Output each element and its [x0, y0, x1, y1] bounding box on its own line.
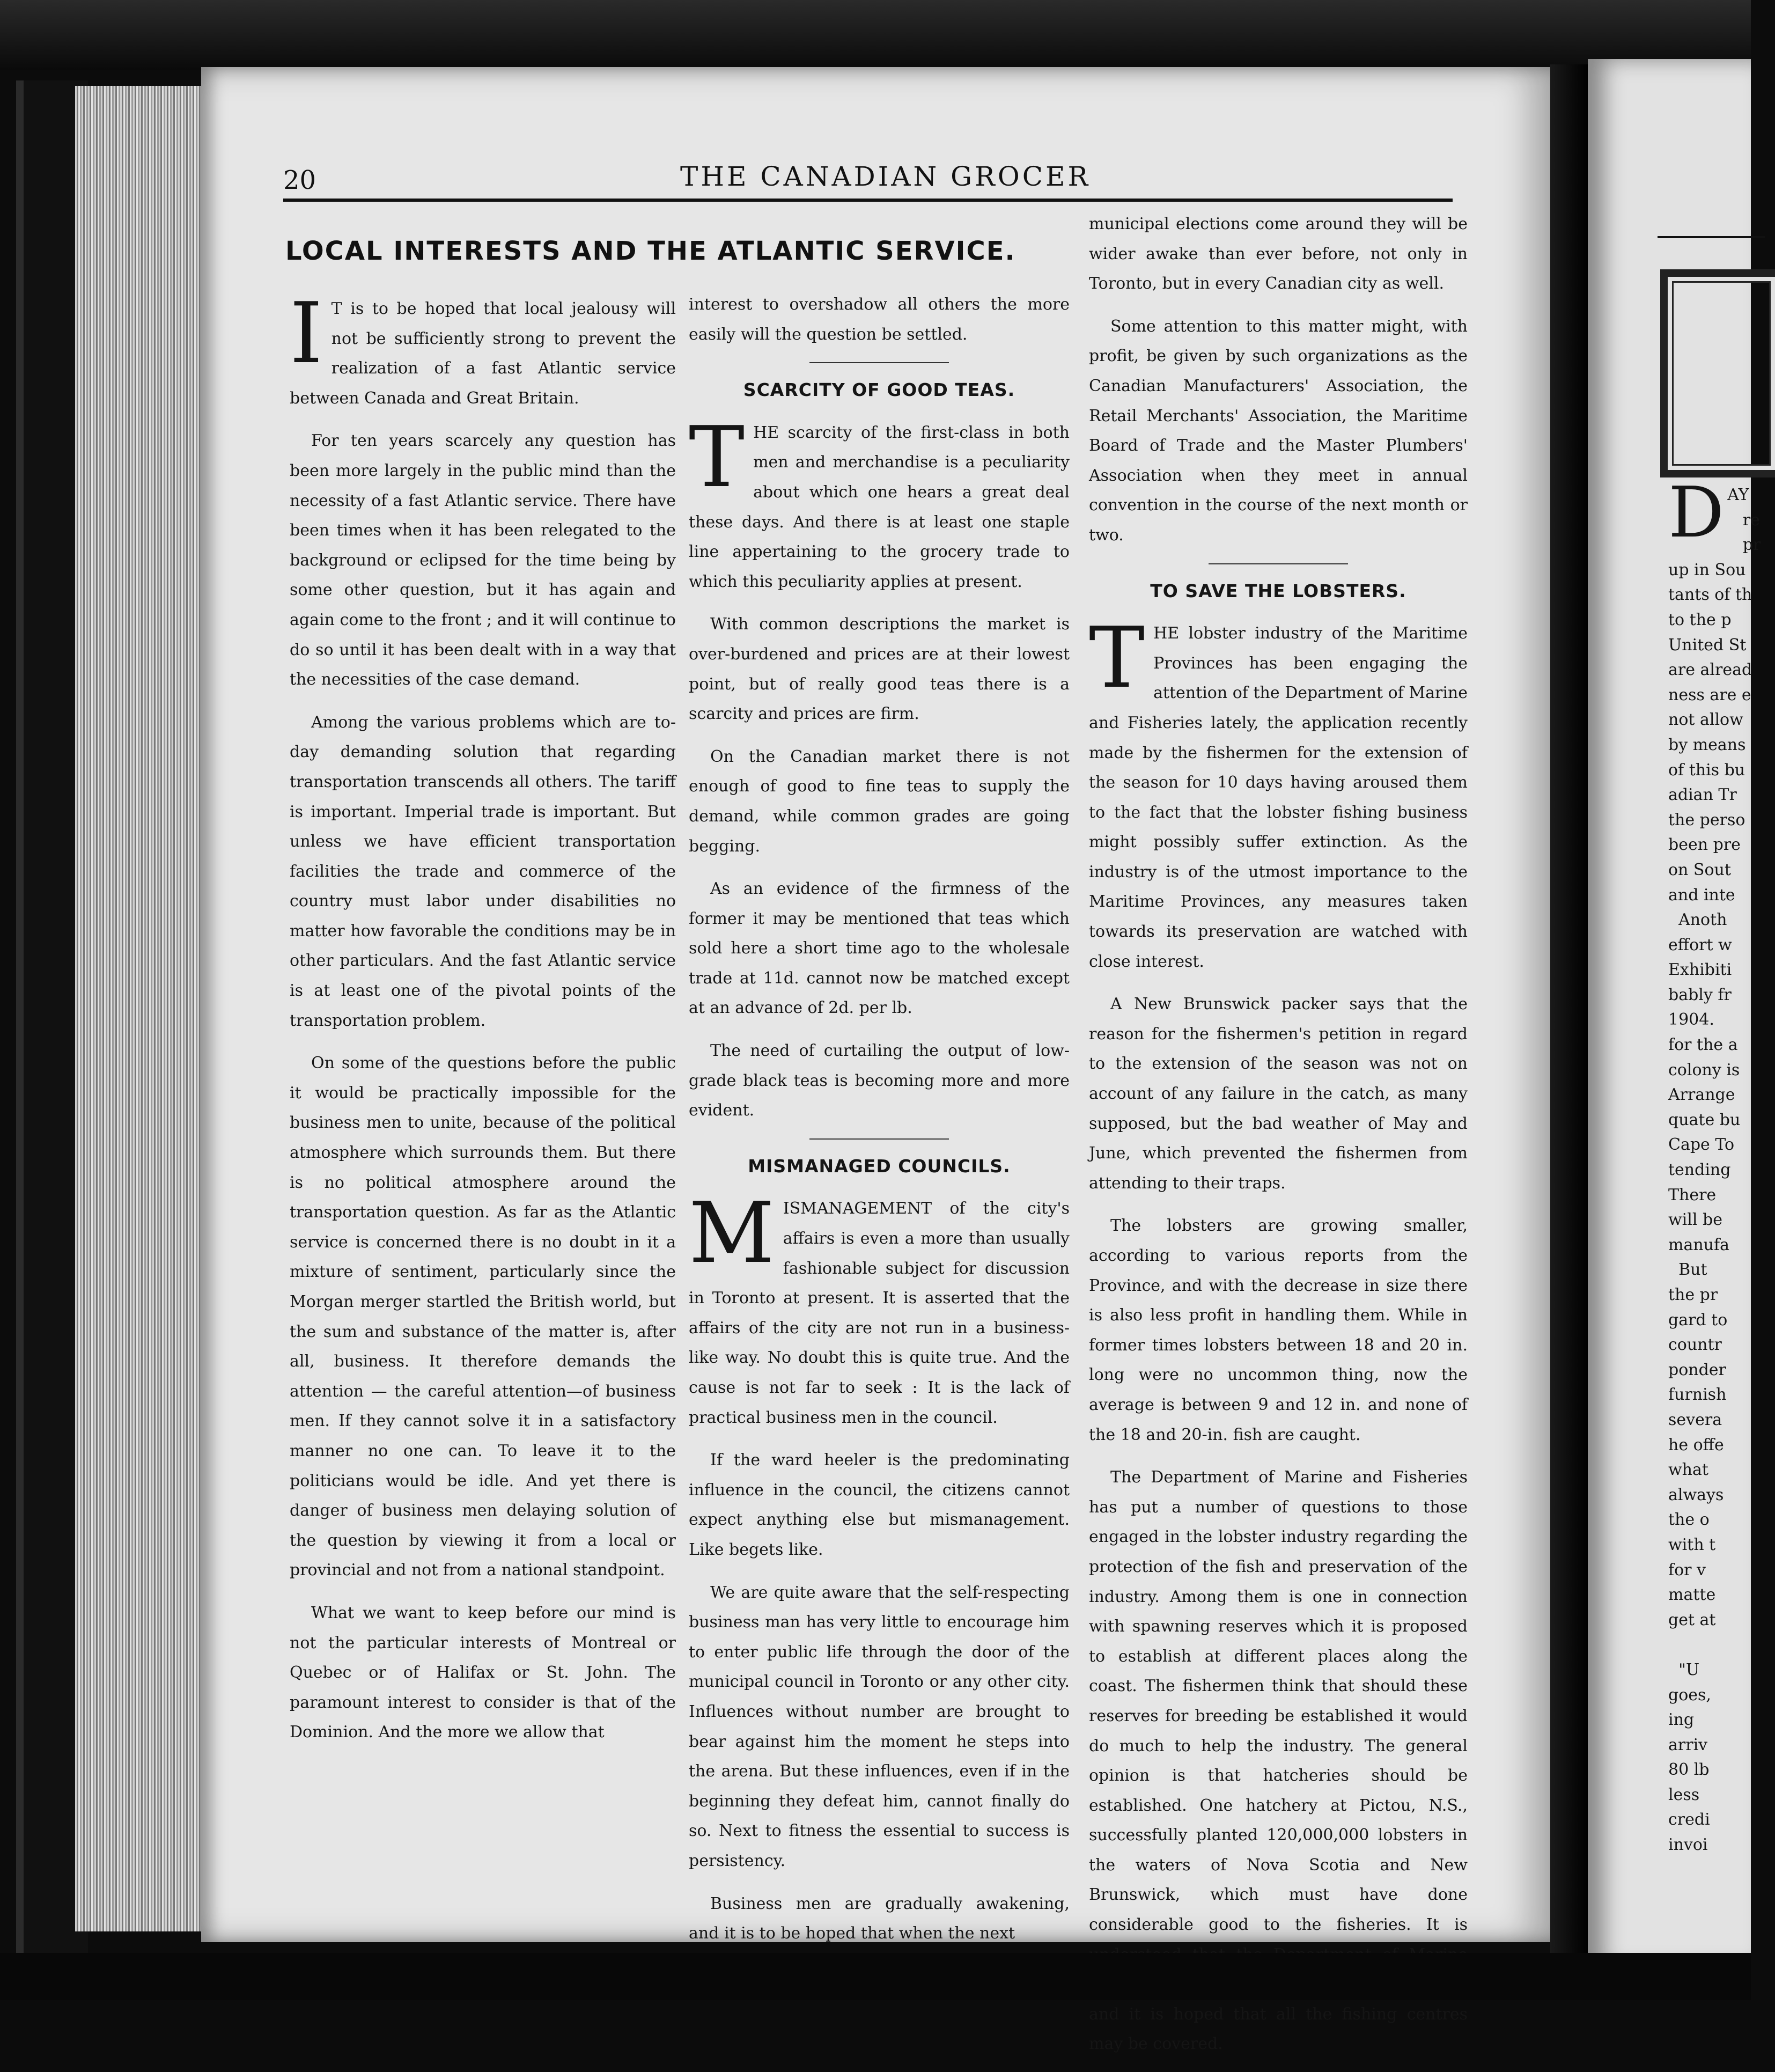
scan-background-bottom	[0, 1953, 1751, 2000]
article-paragraph: For ten years scarcely any question has been more largely in the public mind than the necessity of a fast Atlantic service. There have been times when it has been relegated to the background or eclipsed for the time being by some other question, but it has again and again come to the front ; and it will continue to do so until it has been dealt with in a way that the necessities of the case demand.	[290, 431, 676, 689]
right-page-rule	[1658, 236, 1765, 238]
councils-paragraph: MISMANAGEMENT of the city's affairs is even a more than usually fashionable subject for discussion in Toronto at present. It is asserted that the affairs of the city are not run in a business-like way. No doubt this is quite true. And the cause is not far to seek : It is the lack of practical business men in the council.	[689, 1184, 1070, 1427]
section-divider	[809, 1138, 949, 1140]
section-divider	[809, 362, 949, 363]
councils-paragraph: Some attention to this matter might, with profit, be given by such organizations as the Canadian Manufacturers' Association, the Retail Merchants' Association, the Maritime Board of Trade and the Master Plumbers' Association when they meet in annual convention in the course of the next month or two.	[1089, 317, 1468, 545]
teas-paragraph: As an evidence of the firmness of the former it may be mentioned that teas which sold here a short time ago to the wholesale trade at 11d. cannot now be matched except at an advance of 2d. per lb.	[689, 879, 1070, 1018]
teas-paragraph: THE scarcity of the first-class in both men and merchandise is a peculiarity about which one hears a great deal these days. And there is at least one staple line appertaining to the grocery trade to which this peculiarity applies at present.	[689, 408, 1070, 591]
councils-paragraph: municipal elections come around they will be wider awake than ever before, not only in Toronto, but in every Canadian city as well.	[1089, 215, 1468, 293]
teas-paragraph: With common descriptions the market is over-burdened and prices are at their lowest point, but of really good teas there is a scarcity and prices are firm.	[689, 615, 1070, 724]
lobsters-paragraph: A New Brunswick packer says that the reason for the fishermen's petition in regard to the extension of the season was not on account of any failure in the catch, as many supposed, but the bad weather of May and June, which prevented the fishermen from attending to their traps.	[1089, 995, 1468, 1193]
header-rule	[283, 199, 1453, 202]
article-paragraph: On some of the questions before the public it would be practically impossible for the business men to unite, because of the political atmosphere which surrounds them. But there is no political atmosphere around the transportation question. As far as the Atlantic service is concerned there is no doubt in it a mixture of sentiment, particularly since the Morgan merger startled the British world, but the sum and substance of the matter is, after all, business. It therefore demands the attention — the careful attention—of business men. If they cannot solve it in a satisfactory manner no one can. To leave it to the politicians would be idle. And yet there is danger of business men delaying solution of the question by viewing it from a local or provincial and not from a national standpoint.	[290, 1054, 676, 1580]
councils-paragraph: We are quite aware that the self-respecting business man has very little to encourage him to enter public life through the door of the municipal council in Toronto or any other city. Influences without number are brought to bear against him the moment he steps into the arena. But these influences, even if in the beginning they defeat him, cannot finally do so. Next to fitness the essential to success is persistency.	[689, 1583, 1070, 1870]
right-page-dropcap: D	[1668, 472, 1725, 553]
teas-paragraph: On the Canadian market there is not enough of good to fine teas to supply the demand, while common grades are going begging.	[689, 747, 1070, 856]
right-page-lines: AY re pr up in Sou tants of th to the p United St are alread ness are e not allow by means of this bu adian Tr the perso been pre on Sout and inte Anoth effort w Exhibiti bably fr 1904. for the a colony is Arrange quate bu Cape To tending There will be manufa But the pr gard to countr ponder furnish severa he offe what always the o with t for v matte get at "U goes, ing arriv 80 lb less credi invoi	[1668, 486, 1761, 1855]
article-paragraph: interest to overshadow all others the more easily will the question be settled.	[689, 295, 1070, 344]
article-paragraph: What we want to keep before our mind is not the particular interests of Montreal or Quebec or of Halifax or St. John. The paramount interest to consider is that of the Dominion. And the more we allow that	[290, 1603, 676, 1742]
lobsters-paragraph: The Department of Marine and Fisheries has put a number of questions to those engaged in the lobster industry regarding the protection of the fish and preservation of the industry. Among them is one in connection with spawning reserves which it is proposed to establish at different places along the coast. The fishermen think that should these reserves for breeding be established it would do much to help the industry. The general opinion is that hatcheries should be established. One hatchery at Pictou, N.S., successfully planted 120,000,000 lobsters in the waters of Nova Scotia and New Brunswick, which must have done considerable good to the fisheries. It is and it is hoped that all the fishing centres may be covered.	[1089, 1468, 1468, 2054]
column-1	[290, 284, 676, 1760]
column-3	[1089, 209, 1468, 2072]
column-2	[689, 290, 1070, 1961]
section-heading-councils: MISMANAGED COUNCILS.	[748, 1155, 1011, 1177]
ornamental-border-box	[1660, 269, 1775, 477]
running-head: THE CANADIAN GROCER	[680, 161, 1091, 192]
page-header	[283, 161, 1453, 199]
right-page-text	[1668, 472, 1761, 1858]
page-number: 20	[283, 165, 316, 195]
article-paragraph: Among the various problems which are to-day demanding solution that regarding transportation transcends all others. The tariff is important. Imperial trade is important. But unless we have efficient transportation facilities the trade and commerce of the country must labor under disabilities no matter how favorable the conditions may be in other particulars. And the fast Atlantic service is at least one of the pivotal points of the transportation problem.	[290, 712, 676, 1030]
right-page-fragment	[1588, 59, 1761, 1969]
lobsters-paragraph: THE lobster industry of the Maritime Provinces has been engaging the attention of the Department of Marine and Fisheries lately, the application recently made by the fishermen for the extension of the season for 10 days having aroused them to the fact that the lobster fishing business might possibly suffer extinction. As the industry is of the utmost importance to the Maritime Provinces, any measures taken towards its preservation are watched with close interest.	[1089, 609, 1468, 971]
book-gutter	[1550, 64, 1588, 1953]
page-edges	[75, 86, 204, 1931]
councils-paragraph: If the ward heeler is the predominating influence in the council, the citizens cannot expect anything else but mismanagement. Like begets like.	[689, 1451, 1070, 1559]
scan-background-top	[0, 0, 1751, 70]
section-heading-lobsters: TO SAVE THE LOBSTERS.	[1150, 580, 1406, 601]
lobsters-paragraph: The lobsters are growing smaller, according to various reports from the Province, and with the decrease in size there is also less profit in handling them. While in former times lobsters between 18 and 20 in. long were no uncommon thing, now the average is between 9 and 12 in. and none of the 18 and 20-in. fish are caught.	[1089, 1216, 1468, 1444]
section-divider	[1209, 563, 1348, 564]
councils-paragraph: Business men are gradually awakening, and it is to be hoped that when the next	[689, 1894, 1070, 1943]
section-heading-teas: SCARCITY OF GOOD TEAS.	[743, 379, 1015, 401]
teas-paragraph: The need of curtailing the output of low-grade black teas is becoming more and more evident.	[689, 1041, 1070, 1120]
article-title: LOCAL INTERESTS AND THE ATLANTIC SERVICE.	[285, 236, 1016, 266]
article-paragraph: IT is to be hoped that local jealousy will not be sufficiently strong to prevent the realization of a fast Atlantic service between Canada and Great Britain.	[290, 284, 676, 408]
